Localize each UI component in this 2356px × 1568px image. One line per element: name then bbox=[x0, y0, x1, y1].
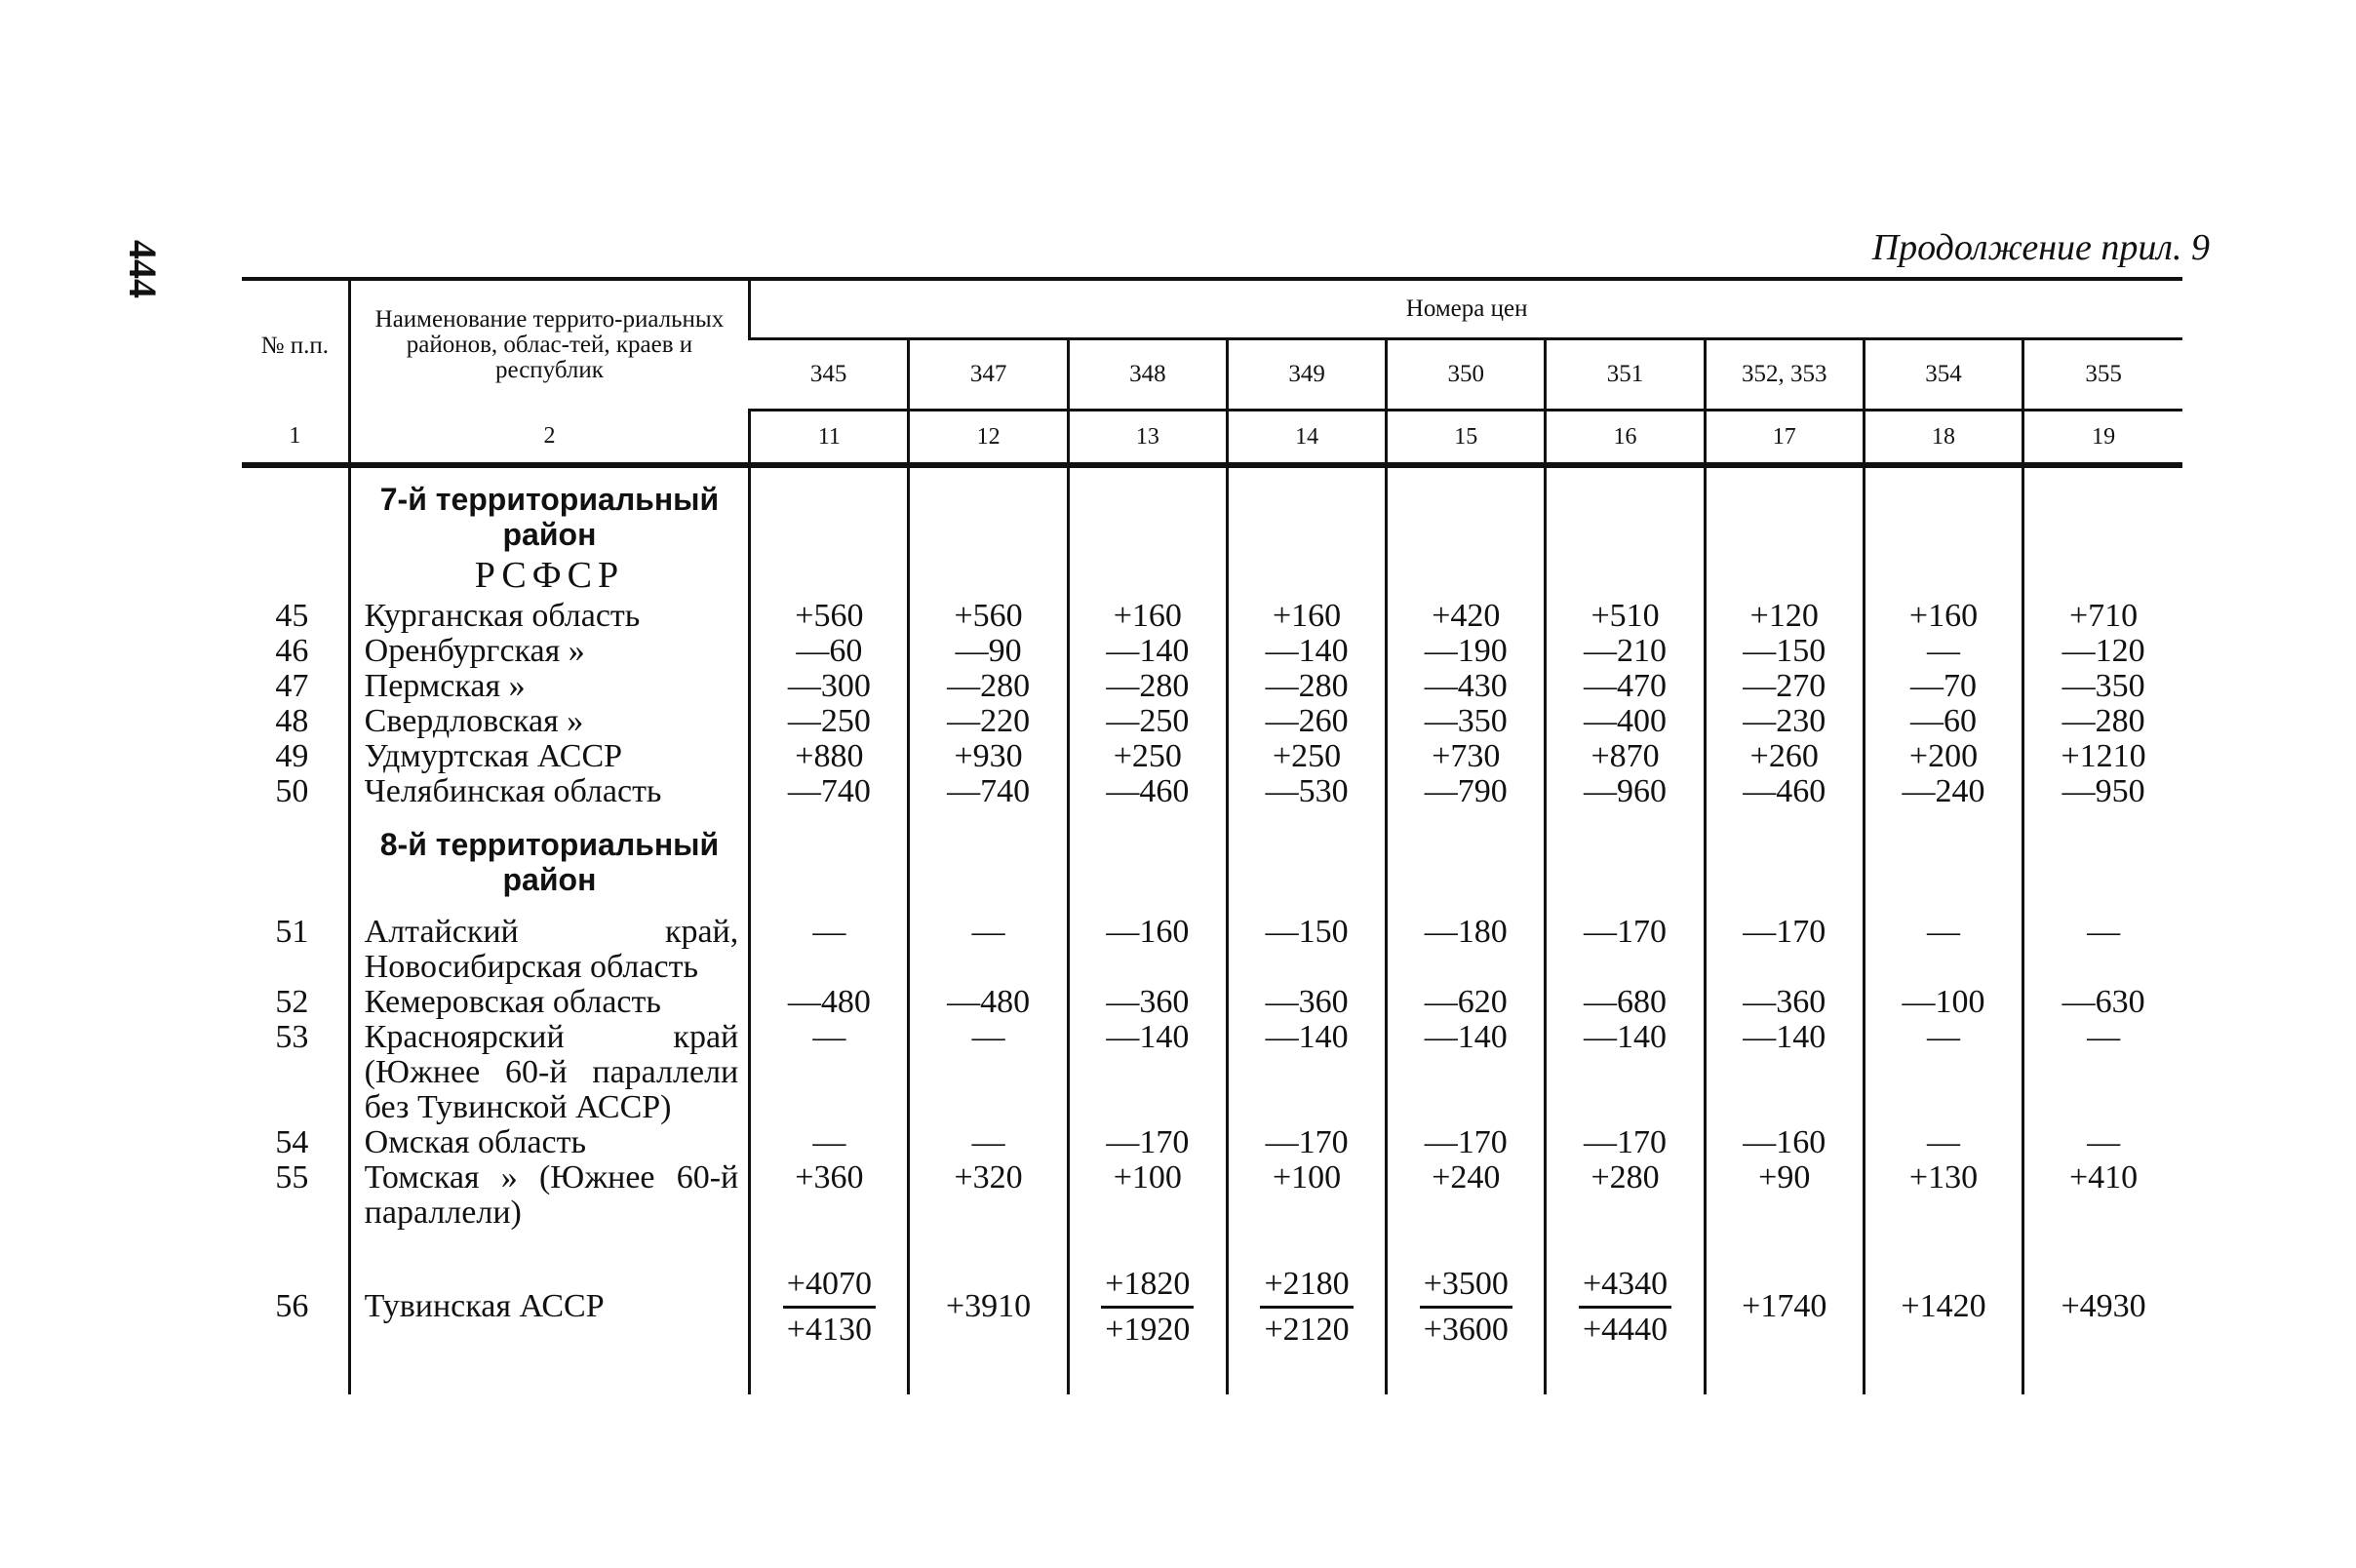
price-value-cell: —480 bbox=[909, 985, 1068, 1020]
fraction-top: +1820 bbox=[1101, 1267, 1194, 1309]
fraction-value bbox=[1260, 1267, 1353, 1348]
price-value-cell: —530 bbox=[1227, 774, 1386, 809]
price-value-cell: —300 bbox=[750, 669, 909, 704]
region-name: Курганская область bbox=[349, 599, 750, 634]
price-value-cell: —170 bbox=[1387, 1125, 1546, 1160]
price-value-cell: — bbox=[909, 1020, 1068, 1125]
price-table-container bbox=[242, 277, 2182, 1394]
price-value-cell: —160 bbox=[1068, 915, 1227, 985]
price-value-cell: —170 bbox=[1546, 915, 1705, 985]
price-value-cell: —140 bbox=[1387, 1020, 1546, 1125]
column-index-header: 15 bbox=[1387, 411, 1546, 466]
price-value-cell: +510 bbox=[1546, 599, 1705, 634]
price-value-cell: —250 bbox=[750, 704, 909, 739]
price-value-cell: +420 bbox=[1387, 599, 1546, 634]
price-value-cell: —460 bbox=[1068, 774, 1227, 809]
table-body bbox=[242, 465, 2182, 1394]
price-number-header: 354 bbox=[1864, 339, 2022, 411]
price-number-header: 351 bbox=[1546, 339, 1705, 411]
table-row bbox=[242, 1160, 2182, 1231]
price-value-cell: — bbox=[1864, 1125, 2022, 1160]
price-value-cell: +160 bbox=[1068, 599, 1227, 634]
price-value-cell: —150 bbox=[1227, 915, 1386, 985]
price-value-cell: —140 bbox=[1068, 634, 1227, 669]
price-number-header: 348 bbox=[1068, 339, 1227, 411]
price-value-cell: —350 bbox=[2023, 669, 2182, 704]
price-value-cell: —170 bbox=[1068, 1125, 1227, 1160]
column-group-price-numbers: Номера цен bbox=[750, 279, 2182, 339]
price-value-cell: — bbox=[2023, 1020, 2182, 1125]
fraction-top: +4340 bbox=[1579, 1267, 1671, 1309]
price-value-cell bbox=[1068, 1248, 1227, 1365]
spacer-row bbox=[242, 1231, 2182, 1248]
row-number: 50 bbox=[275, 773, 309, 809]
row-number: 47 bbox=[275, 668, 309, 704]
spacer-row bbox=[242, 809, 2182, 827]
row-number: 49 bbox=[275, 738, 309, 774]
column-index-header: 18 bbox=[1864, 411, 2022, 466]
price-value-cell: —270 bbox=[1705, 669, 1864, 704]
price-value-cell: —140 bbox=[1546, 1020, 1705, 1125]
price-value-cell: —140 bbox=[1227, 1020, 1386, 1125]
price-value-cell: +730 bbox=[1387, 739, 1546, 774]
price-value-cell: —220 bbox=[909, 704, 1068, 739]
fraction-value bbox=[1101, 1267, 1194, 1348]
region-name: Свердловская » bbox=[349, 704, 750, 739]
section-title-region-7: 7-й территориальный район bbox=[379, 482, 720, 552]
price-value-cell: —60 bbox=[750, 634, 909, 669]
region-name: Кемеровская область bbox=[349, 985, 750, 1020]
price-value-cell: —140 bbox=[1705, 1020, 1864, 1125]
fraction-value bbox=[783, 1267, 876, 1348]
price-value-cell: —180 bbox=[1387, 915, 1546, 985]
price-value-cell: +880 bbox=[750, 739, 909, 774]
price-value-cell bbox=[750, 1248, 909, 1365]
column-index-header: 12 bbox=[909, 411, 1068, 466]
fraction-top: +4070 bbox=[783, 1267, 876, 1309]
price-value-cell: —620 bbox=[1387, 985, 1546, 1020]
price-value-cell: +100 bbox=[1068, 1160, 1227, 1231]
price-value-cell: —360 bbox=[1227, 985, 1386, 1020]
price-value-cell: —960 bbox=[1546, 774, 1705, 809]
row-number: 46 bbox=[275, 633, 309, 669]
spacer-row bbox=[242, 1365, 2182, 1394]
row-number: 52 bbox=[275, 984, 309, 1020]
column-index-header: 11 bbox=[750, 411, 909, 466]
price-value-cell: —350 bbox=[1387, 704, 1546, 739]
price-value-cell: —240 bbox=[1864, 774, 2022, 809]
column-index-header: 19 bbox=[2023, 411, 2182, 466]
price-value-cell: +250 bbox=[1068, 739, 1227, 774]
fraction-bottom: +3600 bbox=[1423, 1311, 1509, 1348]
price-value-cell: +240 bbox=[1387, 1160, 1546, 1231]
price-number-header: 350 bbox=[1387, 339, 1546, 411]
price-value-cell bbox=[1227, 1248, 1386, 1365]
price-value-cell: —430 bbox=[1387, 669, 1546, 704]
column-index-header: 2 bbox=[349, 411, 750, 466]
price-value-cell: —470 bbox=[1546, 669, 1705, 704]
price-value-cell: +160 bbox=[1864, 599, 2022, 634]
row-number: 56 bbox=[275, 1288, 309, 1324]
price-value-cell: —140 bbox=[1227, 634, 1386, 669]
region-name: Челябинская область bbox=[349, 774, 750, 809]
column-index-header: 16 bbox=[1546, 411, 1705, 466]
region-name: Пермская » bbox=[349, 669, 750, 704]
table-header bbox=[242, 279, 2182, 465]
price-value-cell: —250 bbox=[1068, 704, 1227, 739]
column-header-number: № п.п. bbox=[242, 279, 349, 411]
section-title-region-8: 8-й территориальный район bbox=[379, 827, 720, 897]
price-value-cell: —740 bbox=[750, 774, 909, 809]
price-value-cell: — bbox=[750, 915, 909, 985]
region-name: Томская » (Южнее 60-й параллели) bbox=[349, 1160, 750, 1231]
price-value-cell: —120 bbox=[2023, 634, 2182, 669]
price-value-cell: —170 bbox=[1227, 1125, 1386, 1160]
price-value-cell: —60 bbox=[1864, 704, 2022, 739]
price-value-cell: +260 bbox=[1705, 739, 1864, 774]
table-row bbox=[242, 669, 2182, 704]
price-number-header: 349 bbox=[1227, 339, 1386, 411]
price-value-cell: +410 bbox=[2023, 1160, 2182, 1231]
table-row bbox=[242, 985, 2182, 1020]
price-value-cell: —480 bbox=[750, 985, 909, 1020]
region-name: Алтайский край, Новосибирская область bbox=[349, 915, 750, 985]
price-value-cell: +1420 bbox=[1864, 1248, 2022, 1365]
table-row bbox=[242, 634, 2182, 669]
section-title-cell bbox=[349, 465, 750, 599]
fraction-top: +2180 bbox=[1260, 1267, 1353, 1309]
table-row bbox=[242, 1020, 2182, 1125]
price-value-cell: —360 bbox=[1068, 985, 1227, 1020]
fraction-value bbox=[1420, 1267, 1512, 1348]
fraction-bottom: +4440 bbox=[1582, 1311, 1669, 1348]
price-number-header: 347 bbox=[909, 339, 1068, 411]
price-value-cell: — bbox=[909, 1125, 1068, 1160]
price-value-cell: — bbox=[909, 915, 1068, 985]
price-value-cell: +130 bbox=[1864, 1160, 2022, 1231]
price-value-cell: —280 bbox=[909, 669, 1068, 704]
table-row bbox=[242, 1125, 2182, 1160]
price-value-cell: +4930 bbox=[2023, 1248, 2182, 1365]
column-index-header: 13 bbox=[1068, 411, 1227, 466]
price-value-cell: —160 bbox=[1705, 1125, 1864, 1160]
price-value-cell: —280 bbox=[1068, 669, 1227, 704]
price-value-cell: —150 bbox=[1705, 634, 1864, 669]
price-value-cell: — bbox=[750, 1020, 909, 1125]
price-value-cell: +280 bbox=[1546, 1160, 1705, 1231]
price-value-cell: —280 bbox=[2023, 704, 2182, 739]
price-value-cell: +320 bbox=[909, 1160, 1068, 1231]
price-value-cell: —170 bbox=[1705, 915, 1864, 985]
price-value-cell: — bbox=[1864, 915, 2022, 985]
price-value-cell: +1210 bbox=[2023, 739, 2182, 774]
price-value-cell: — bbox=[2023, 915, 2182, 985]
column-header-name: Наименование террито-риальных районов, облас-тей, краев и республик bbox=[349, 279, 750, 411]
price-value-cell: +560 bbox=[909, 599, 1068, 634]
price-adjustment-table bbox=[242, 277, 2182, 1394]
price-value-cell: +200 bbox=[1864, 739, 2022, 774]
price-value-cell: — bbox=[1864, 1020, 2022, 1125]
region-name: Удмуртская АССР bbox=[349, 739, 750, 774]
number-cell bbox=[242, 465, 349, 599]
page-number: 444 bbox=[121, 240, 165, 298]
row-number: 54 bbox=[275, 1124, 309, 1160]
price-value-cell: — bbox=[2023, 1125, 2182, 1160]
price-value-cell: —260 bbox=[1227, 704, 1386, 739]
fraction-bottom: +4130 bbox=[786, 1311, 872, 1348]
column-index-header: 17 bbox=[1705, 411, 1864, 466]
fraction-top: +3500 bbox=[1420, 1267, 1512, 1309]
table-row bbox=[242, 774, 2182, 809]
price-value-cell: +100 bbox=[1227, 1160, 1386, 1231]
price-value-cell: +250 bbox=[1227, 739, 1386, 774]
price-value-cell: —460 bbox=[1705, 774, 1864, 809]
price-value-cell: — bbox=[750, 1125, 909, 1160]
price-value-cell: +930 bbox=[909, 739, 1068, 774]
row-number: 45 bbox=[275, 598, 309, 634]
price-value-cell: —140 bbox=[1068, 1020, 1227, 1125]
price-value-cell: +870 bbox=[1546, 739, 1705, 774]
price-value-cell: —170 bbox=[1546, 1125, 1705, 1160]
price-value-cell: +1740 bbox=[1705, 1248, 1864, 1365]
price-number-header: 345 bbox=[750, 339, 909, 411]
price-value-cell: —230 bbox=[1705, 704, 1864, 739]
price-value-cell: +160 bbox=[1227, 599, 1386, 634]
price-value-cell: —790 bbox=[1387, 774, 1546, 809]
price-value-cell: —190 bbox=[1387, 634, 1546, 669]
price-value-cell: —950 bbox=[2023, 774, 2182, 809]
price-value-cell: —400 bbox=[1546, 704, 1705, 739]
price-value-cell: +360 bbox=[750, 1160, 909, 1231]
price-value-cell bbox=[1387, 1248, 1546, 1365]
price-value-cell: —360 bbox=[1705, 985, 1864, 1020]
price-value-cell: +120 bbox=[1705, 599, 1864, 634]
table-row bbox=[242, 739, 2182, 774]
table-caption: Продолжение прил. 9 bbox=[1871, 227, 2210, 268]
price-value-cell: —70 bbox=[1864, 669, 2022, 704]
region-name: Тувинская АССР bbox=[349, 1248, 750, 1365]
row-number: 55 bbox=[275, 1159, 309, 1196]
price-value-cell: —100 bbox=[1864, 985, 2022, 1020]
subsection-title-rsfsr: РСФСР bbox=[474, 555, 625, 596]
number-cell bbox=[242, 827, 349, 897]
region-name: Оренбургская » bbox=[349, 634, 750, 669]
column-index-header: 1 bbox=[242, 411, 349, 466]
price-value-cell: —680 bbox=[1546, 985, 1705, 1020]
price-value-cell: +90 bbox=[1705, 1160, 1864, 1231]
price-value-cell: —210 bbox=[1546, 634, 1705, 669]
price-number-header: 355 bbox=[2023, 339, 2182, 411]
region-name: Красноярский край (Южнее 60-й параллели без Тувинской АССР) bbox=[349, 1020, 750, 1125]
price-value-cell: — bbox=[1864, 634, 2022, 669]
region-name: Омская область bbox=[349, 1125, 750, 1160]
table-row bbox=[242, 1248, 2182, 1365]
fraction-bottom: +1920 bbox=[1105, 1311, 1191, 1348]
section-row bbox=[242, 827, 2182, 897]
price-value-cell bbox=[1546, 1248, 1705, 1365]
spacer-row bbox=[242, 897, 2182, 915]
row-number: 51 bbox=[275, 914, 309, 950]
price-value-cell: —630 bbox=[2023, 985, 2182, 1020]
price-value-cell: —280 bbox=[1227, 669, 1386, 704]
section-title-cell bbox=[349, 827, 750, 897]
table-row bbox=[242, 704, 2182, 739]
price-value-cell: —740 bbox=[909, 774, 1068, 809]
price-value-cell: +3910 bbox=[909, 1248, 1068, 1365]
fraction-value bbox=[1579, 1267, 1671, 1348]
column-index-header: 14 bbox=[1227, 411, 1386, 466]
section-row bbox=[242, 465, 2182, 599]
price-value-cell: —90 bbox=[909, 634, 1068, 669]
fraction-bottom: +2120 bbox=[1264, 1311, 1350, 1348]
table-row bbox=[242, 915, 2182, 985]
row-number: 48 bbox=[275, 703, 309, 739]
price-value-cell: +710 bbox=[2023, 599, 2182, 634]
price-value-cell: +560 bbox=[750, 599, 909, 634]
row-number: 53 bbox=[275, 1019, 309, 1055]
table-row bbox=[242, 599, 2182, 634]
price-number-header: 352, 353 bbox=[1705, 339, 1864, 411]
